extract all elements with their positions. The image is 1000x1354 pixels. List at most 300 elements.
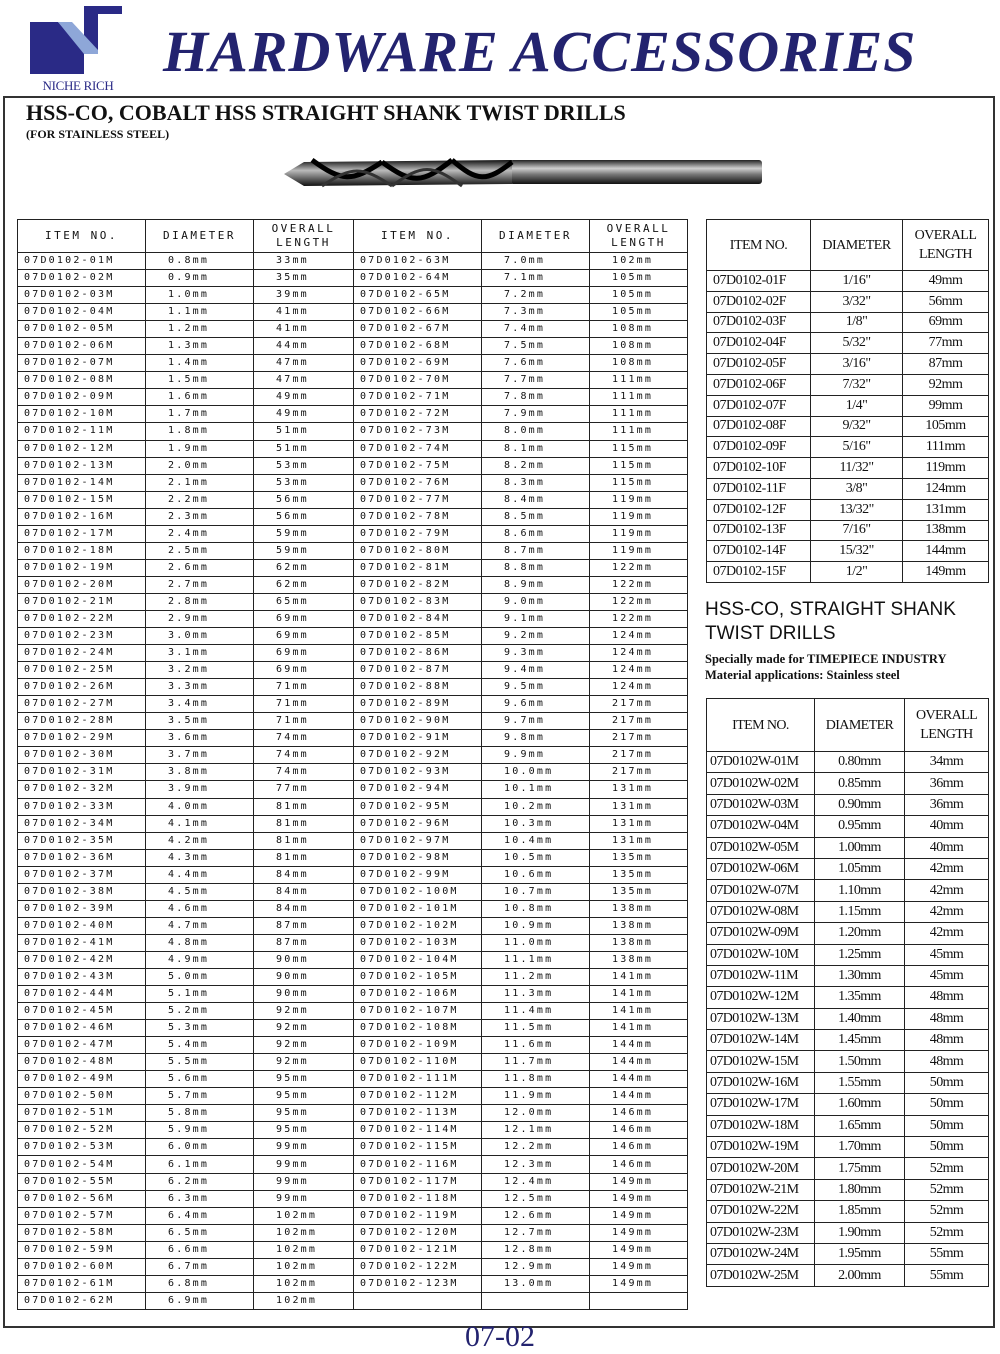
table-cell: 99mm [903, 395, 989, 416]
table-cell [590, 1292, 688, 1309]
table-cell: 07D0102-08M [18, 372, 146, 389]
table-cell: 6.0mm [146, 1139, 254, 1156]
table-cell: 6.6mm [146, 1241, 254, 1258]
table-cell: 07D0102W-14M [707, 1030, 815, 1051]
table-row [707, 271, 989, 292]
table-cell: 3.6mm [146, 730, 254, 747]
table-cell: 07D0102-95M [354, 798, 482, 815]
table-cell: 10.4mm [482, 832, 590, 849]
table-cell: 9.2mm [482, 628, 590, 645]
table-cell: 07D0102W-17M [707, 1094, 815, 1115]
table-cell: 69mm [254, 628, 354, 645]
table-cell: 135mm [590, 866, 688, 883]
table-cell: 1.9mm [146, 440, 254, 457]
table-cell: 11.0mm [482, 934, 590, 951]
table-cell: 4.6mm [146, 900, 254, 917]
table-cell: 07D0102-116M [354, 1156, 482, 1173]
table-row [18, 730, 688, 747]
table-cell: 07D0102W-24M [707, 1243, 815, 1264]
table-cell: 102mm [254, 1207, 354, 1224]
table-row [18, 440, 688, 457]
table-cell: 11.8mm [482, 1071, 590, 1088]
table-cell: 07D0102-73M [354, 423, 482, 440]
table-cell: 07D0102-118M [354, 1190, 482, 1207]
table-cell: 99mm [254, 1139, 354, 1156]
table-row [707, 291, 989, 312]
section-note: (FOR STAINLESS STEEL) [26, 127, 170, 141]
table-row [18, 986, 688, 1003]
table-cell: 35mm [254, 270, 354, 287]
table-cell: 07D0102-70M [354, 372, 482, 389]
table-cell: 5.6mm [146, 1071, 254, 1088]
table-cell: 122mm [590, 576, 688, 593]
table-cell: 111mm [590, 406, 688, 423]
table-cell: 115mm [590, 440, 688, 457]
table-cell: 50mm [905, 1094, 989, 1115]
table-cell: 1.8mm [146, 423, 254, 440]
table-row [18, 1037, 688, 1054]
table-cell: 36mm [905, 794, 989, 815]
table-cell: 07D0102-99M [354, 866, 482, 883]
table-cell: 6.2mm [146, 1173, 254, 1190]
table-cell: 12.6mm [482, 1207, 590, 1224]
table-cell: 07D0102-14F [707, 541, 811, 562]
table-cell: 07D0102-30M [18, 747, 146, 764]
table-cell: 7.6mm [482, 355, 590, 372]
column-header: ITEM NO. [18, 220, 146, 253]
table-cell: 07D0102-15F [707, 562, 811, 583]
table-cell: 11.1mm [482, 951, 590, 968]
table-cell: 07D0102W-05M [707, 837, 815, 858]
table-cell: 12.8mm [482, 1241, 590, 1258]
table-cell: 41mm [254, 304, 354, 321]
table-cell: 138mm [590, 900, 688, 917]
table-cell: 07D0102-120M [354, 1224, 482, 1241]
table-cell: 8.3mm [482, 474, 590, 491]
table-cell: 07D0102-15M [18, 491, 146, 508]
table-cell: 07D0102-10M [18, 406, 146, 423]
table-cell: 7/16" [811, 520, 903, 541]
table-cell: 7.4mm [482, 321, 590, 338]
table-header-row [707, 220, 989, 271]
table-cell: 07D0102-68M [354, 338, 482, 355]
table-header-row [18, 220, 688, 253]
table-cell: 4.5mm [146, 883, 254, 900]
table-cell: 07D0102-108M [354, 1020, 482, 1037]
table-cell: 74mm [254, 764, 354, 781]
table-cell: 52mm [905, 1222, 989, 1243]
table-cell: 144mm [903, 541, 989, 562]
table-row [707, 880, 989, 901]
table-cell: 07D0102-38M [18, 883, 146, 900]
table-cell: 3.0mm [146, 628, 254, 645]
table-cell: 49mm [254, 389, 354, 406]
table-cell: 6.4mm [146, 1207, 254, 1224]
table-row [18, 866, 688, 883]
table-row [18, 287, 688, 304]
table-cell: 07D0102-54M [18, 1156, 146, 1173]
table-cell: 2.7mm [146, 576, 254, 593]
table-cell: 07D0102W-22M [707, 1201, 815, 1222]
table-row [707, 1265, 989, 1286]
table-cell: 10.6mm [482, 866, 590, 883]
table-cell: 141mm [590, 986, 688, 1003]
table-cell: 65mm [254, 593, 354, 610]
table-cell: 07D0102-13M [18, 457, 146, 474]
table-cell: 07D0102-113M [354, 1105, 482, 1122]
table-cell: 07D0102-76M [354, 474, 482, 491]
table-cell: 92mm [903, 374, 989, 395]
table-cell: 1/16" [811, 271, 903, 292]
table-cell: 07D0102W-20M [707, 1158, 815, 1179]
table-cell: 07D0102-80M [354, 542, 482, 559]
table-cell: 8.2mm [482, 457, 590, 474]
table-cell: 53mm [254, 457, 354, 474]
table-row [18, 815, 688, 832]
table-cell: 39mm [254, 287, 354, 304]
table-cell: 4.9mm [146, 951, 254, 968]
table-cell: 07D0102-85M [354, 628, 482, 645]
table-cell: 45mm [905, 944, 989, 965]
table-cell: 13/32" [811, 499, 903, 520]
table-cell: 07D0102-71M [354, 389, 482, 406]
table-cell: 6.1mm [146, 1156, 254, 1173]
table-row [18, 747, 688, 764]
table-row [707, 395, 989, 416]
table-cell: 1.80mm [815, 1179, 905, 1200]
table-row [18, 321, 688, 338]
table-cell: 07D0102-89M [354, 696, 482, 713]
table-cell: 1.75mm [815, 1158, 905, 1179]
timepiece-drill-table [706, 698, 989, 1287]
table-cell: 07D0102-59M [18, 1241, 146, 1258]
table-cell: 9/32" [811, 416, 903, 437]
table-cell: 07D0102-14M [18, 474, 146, 491]
table-cell: 7/32" [811, 374, 903, 395]
table-cell: 1.50mm [815, 1051, 905, 1072]
table-cell: 07D0102-91M [354, 730, 482, 747]
table-cell: 11.6mm [482, 1037, 590, 1054]
table-cell: 11.5mm [482, 1020, 590, 1037]
table-cell: 07D0102-43M [18, 968, 146, 985]
table-cell: 07D0102-45M [18, 1003, 146, 1020]
table-cell: 07D0102-107M [354, 1003, 482, 1020]
table-cell: 69mm [903, 312, 989, 333]
table-row [707, 458, 989, 479]
table-cell: 1.00mm [815, 837, 905, 858]
table-cell: 10.7mm [482, 883, 590, 900]
table-cell: 8.1mm [482, 440, 590, 457]
table-row [707, 773, 989, 794]
table-cell: 8.8mm [482, 559, 590, 576]
table-row [18, 1054, 688, 1071]
table-row [18, 1275, 688, 1292]
table-cell: 102mm [254, 1292, 354, 1309]
table-cell: 7.1mm [482, 270, 590, 287]
table-cell: 10.1mm [482, 781, 590, 798]
table-cell: 07D0102-19M [18, 559, 146, 576]
table-row [707, 478, 989, 499]
table-cell: 95mm [254, 1105, 354, 1122]
table-cell: 34mm [905, 752, 989, 773]
table-cell: 124mm [590, 628, 688, 645]
table-cell: 48mm [905, 1051, 989, 1072]
table-cell: 1.20mm [815, 923, 905, 944]
table-row [18, 696, 688, 713]
table-cell: 119mm [590, 491, 688, 508]
table-cell [354, 1292, 482, 1309]
table-cell: 4.7mm [146, 917, 254, 934]
table-cell: 149mm [590, 1190, 688, 1207]
table-row [18, 491, 688, 508]
table-row [18, 1224, 688, 1241]
table-cell: 07D0102-93M [354, 764, 482, 781]
table-cell: 07D0102-55M [18, 1173, 146, 1190]
table-row [18, 849, 688, 866]
table-cell: 07D0102-69M [354, 355, 482, 372]
table-cell: 1.25mm [815, 944, 905, 965]
table-cell: 07D0102W-19M [707, 1137, 815, 1158]
table-cell: 92mm [254, 1037, 354, 1054]
table-cell: 119mm [903, 458, 989, 479]
table-cell: 07D0102-13F [707, 520, 811, 541]
table-cell: 40mm [905, 837, 989, 858]
table-cell: 217mm [590, 764, 688, 781]
table-cell: 07D0102-34M [18, 815, 146, 832]
table-cell: 149mm [590, 1173, 688, 1190]
table-cell: 131mm [590, 815, 688, 832]
timepiece-title-line: HSS-CO, STRAIGHT SHANK [705, 599, 956, 620]
table-cell: 105mm [903, 416, 989, 437]
table-cell: 07D0102-122M [354, 1258, 482, 1275]
table-row [18, 593, 688, 610]
table-cell: 9.6mm [482, 696, 590, 713]
table-cell: 59mm [254, 542, 354, 559]
table-cell: 07D0102-25M [18, 662, 146, 679]
table-cell: 138mm [590, 934, 688, 951]
table-cell: 07D0102-62M [18, 1292, 146, 1309]
table-row [18, 355, 688, 372]
table-cell: 102mm [254, 1224, 354, 1241]
table-cell: 1.90mm [815, 1222, 905, 1243]
table-cell: 07D0102-101M [354, 900, 482, 917]
table-cell: 119mm [590, 542, 688, 559]
table-cell: 1.10mm [815, 880, 905, 901]
table-cell: 5.0mm [146, 968, 254, 985]
table-cell: 0.9mm [146, 270, 254, 287]
table-cell: 102mm [590, 253, 688, 270]
table-cell: 5/16" [811, 437, 903, 458]
table-cell: 7.5mm [482, 338, 590, 355]
table-cell: 07D0102-51M [18, 1105, 146, 1122]
table-cell: 07D0102-31M [18, 764, 146, 781]
table-cell: 2.1mm [146, 474, 254, 491]
table-cell: 122mm [590, 559, 688, 576]
table-cell: 1.30mm [815, 965, 905, 986]
table-row [707, 333, 989, 354]
table-row [18, 1292, 688, 1309]
table-cell: 07D0102-103M [354, 934, 482, 951]
table-cell: 07D0102-74M [354, 440, 482, 457]
table-cell: 7.7mm [482, 372, 590, 389]
column-header: OVERALL LENGTH [903, 220, 989, 271]
table-cell: 131mm [903, 499, 989, 520]
table-cell: 1/4" [811, 395, 903, 416]
table-cell: 141mm [590, 968, 688, 985]
table-cell: 2.4mm [146, 525, 254, 542]
table-cell: 07D0102-63M [354, 253, 482, 270]
table-cell: 146mm [590, 1156, 688, 1173]
table-cell: 52mm [905, 1201, 989, 1222]
table-cell: 115mm [590, 457, 688, 474]
table-cell: 07D0102-81M [354, 559, 482, 576]
table-cell: 07D0102W-06M [707, 858, 815, 879]
table-row [18, 1088, 688, 1105]
table-row [18, 457, 688, 474]
table-cell: 10.8mm [482, 900, 590, 917]
table-cell: 0.8mm [146, 253, 254, 270]
table-row [707, 562, 989, 583]
table-row [18, 542, 688, 559]
table-cell: 07D0102-27M [18, 696, 146, 713]
table-cell: 144mm [590, 1088, 688, 1105]
table-cell: 105mm [590, 287, 688, 304]
table-cell: 10.2mm [482, 798, 590, 815]
table-row [18, 662, 688, 679]
table-cell: 84mm [254, 900, 354, 917]
table-cell: 144mm [590, 1037, 688, 1054]
table-cell: 87mm [254, 934, 354, 951]
table-cell: 0.90mm [815, 794, 905, 815]
table-cell: 144mm [590, 1054, 688, 1071]
table-row [18, 610, 688, 627]
table-cell: 149mm [590, 1224, 688, 1241]
table-cell: 7.0mm [482, 253, 590, 270]
table-row [18, 406, 688, 423]
table-cell: 07D0102-50M [18, 1088, 146, 1105]
table-cell: 122mm [590, 610, 688, 627]
table-cell: 12.3mm [482, 1156, 590, 1173]
table-cell: 11.7mm [482, 1054, 590, 1071]
table-cell: 0.95mm [815, 816, 905, 837]
table-cell: 07D0102-75M [354, 457, 482, 474]
table-row [18, 1207, 688, 1224]
table-cell: 07D0102-02M [18, 270, 146, 287]
table-cell: 69mm [254, 645, 354, 662]
table-row [18, 253, 688, 270]
table-cell: 07D0102-123M [354, 1275, 482, 1292]
timepiece-note-line: Material applications: Stainless steel [705, 668, 900, 682]
table-row [18, 764, 688, 781]
table-cell: 48mm [905, 987, 989, 1008]
table-cell: 07D0102-22M [18, 610, 146, 627]
table-cell: 36mm [905, 773, 989, 794]
table-row [707, 923, 989, 944]
table-cell: 4.2mm [146, 832, 254, 849]
table-row [18, 900, 688, 917]
table-cell: 07D0102-121M [354, 1241, 482, 1258]
table-cell: 149mm [590, 1207, 688, 1224]
table-cell: 6.7mm [146, 1258, 254, 1275]
table-cell: 77mm [254, 781, 354, 798]
table-row [18, 798, 688, 815]
table-cell: 07D0102-35M [18, 832, 146, 849]
table-cell: 7.9mm [482, 406, 590, 423]
table-cell: 15/32" [811, 541, 903, 562]
table-cell: 146mm [590, 1139, 688, 1156]
table-cell: 9.5mm [482, 679, 590, 696]
table-cell: 07D0102-49M [18, 1071, 146, 1088]
table-cell: 0.85mm [815, 773, 905, 794]
table-cell: 90mm [254, 968, 354, 985]
table-cell: 07D0102-66M [354, 304, 482, 321]
table-cell: 92mm [254, 1054, 354, 1071]
table-cell: 07D0102-01M [18, 253, 146, 270]
table-cell: 90mm [254, 986, 354, 1003]
table-cell: 95mm [254, 1071, 354, 1088]
table-cell: 07D0102W-01M [707, 752, 815, 773]
table-cell: 07D0102-29M [18, 730, 146, 747]
table-cell: 11.4mm [482, 1003, 590, 1020]
table-row [18, 559, 688, 576]
table-row [707, 944, 989, 965]
table-row [18, 968, 688, 985]
table-cell: 07D0102W-02M [707, 773, 815, 794]
table-cell: 146mm [590, 1122, 688, 1139]
table-cell: 8.5mm [482, 508, 590, 525]
table-cell: 115mm [590, 474, 688, 491]
table-cell: 9.7mm [482, 713, 590, 730]
table-cell: 9.1mm [482, 610, 590, 627]
table-cell: 4.4mm [146, 866, 254, 883]
table-cell: 4.8mm [146, 934, 254, 951]
table-cell: 47mm [254, 372, 354, 389]
table-cell: 217mm [590, 747, 688, 764]
table-cell: 1.3mm [146, 338, 254, 355]
table-cell: 102mm [254, 1275, 354, 1292]
table-cell: 1.2mm [146, 321, 254, 338]
table-row [707, 987, 989, 1008]
table-cell: 07D0102W-15M [707, 1051, 815, 1072]
table-row [18, 525, 688, 542]
table-cell: 07D0102-119M [354, 1207, 482, 1224]
table-row [707, 541, 989, 562]
table-row [18, 1071, 688, 1088]
table-cell: 07D0102-01F [707, 271, 811, 292]
column-header: OVERALL LENGTH [590, 220, 688, 253]
table-row [707, 1179, 989, 1200]
table-cell: 11.2mm [482, 968, 590, 985]
table-row [18, 679, 688, 696]
table-cell: 81mm [254, 815, 354, 832]
table-row [707, 901, 989, 922]
table-cell: 5.9mm [146, 1122, 254, 1139]
table-cell: 6.9mm [146, 1292, 254, 1309]
table-cell: 07D0102-117M [354, 1173, 482, 1190]
table-cell: 102mm [254, 1258, 354, 1275]
table-cell: 3.9mm [146, 781, 254, 798]
table-cell: 07D0102W-18M [707, 1115, 815, 1136]
table-cell: 3/16" [811, 354, 903, 375]
table-row [18, 1241, 688, 1258]
table-cell: 07D0102-100M [354, 883, 482, 900]
table-row [707, 1201, 989, 1222]
table-row [18, 372, 688, 389]
table-cell: 07D0102-58M [18, 1224, 146, 1241]
table-cell: 69mm [254, 662, 354, 679]
table-row [707, 354, 989, 375]
table-cell: 1.15mm [815, 901, 905, 922]
